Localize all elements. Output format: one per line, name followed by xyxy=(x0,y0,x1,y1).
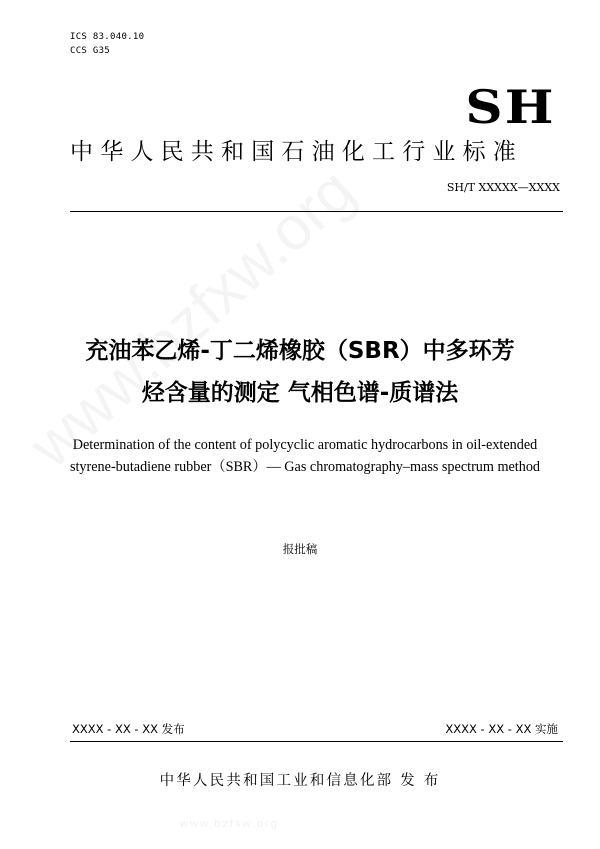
classification-codes xyxy=(70,30,144,58)
standard-number: SH/T XXXXX—XXXX xyxy=(446,181,560,194)
ics-code: ICS 83.040.10 xyxy=(70,32,145,42)
ccs-code: CCS G35 xyxy=(70,46,111,56)
watermark xyxy=(16,155,368,482)
publish-date: XXXX - XX - XX 发布 xyxy=(72,722,185,736)
issuing-authority: 中华人民共和国工业和信息化部 发 布 xyxy=(159,773,441,789)
english-title-line-2: styrene-butadiene rubber（SBR）— Gas chromatography–mass spectrum method xyxy=(69,459,541,475)
implement-date: XXXX - XX - XX 实施 xyxy=(445,722,558,736)
bottom-watermark: www.bzfxw.org xyxy=(180,818,279,830)
sh-logo: SH xyxy=(465,80,556,134)
bottom-divider xyxy=(70,741,563,742)
top-divider xyxy=(70,211,563,212)
chinese-title-line-1: 充油苯乙烯-丁二烯橡胶（SBR）中多环芳 xyxy=(85,338,515,364)
standard-category-title: 中华人民共和国石油化工行业标准 xyxy=(70,139,523,165)
chinese-title-line-2: 烃含量的测定 气相色谱-质谱法 xyxy=(141,380,459,406)
english-title-line-1: Determination of the content of polycyclic aromatic hydrocarbons in oil-extended xyxy=(72,437,538,453)
draft-status: 报批稿 xyxy=(282,542,318,556)
